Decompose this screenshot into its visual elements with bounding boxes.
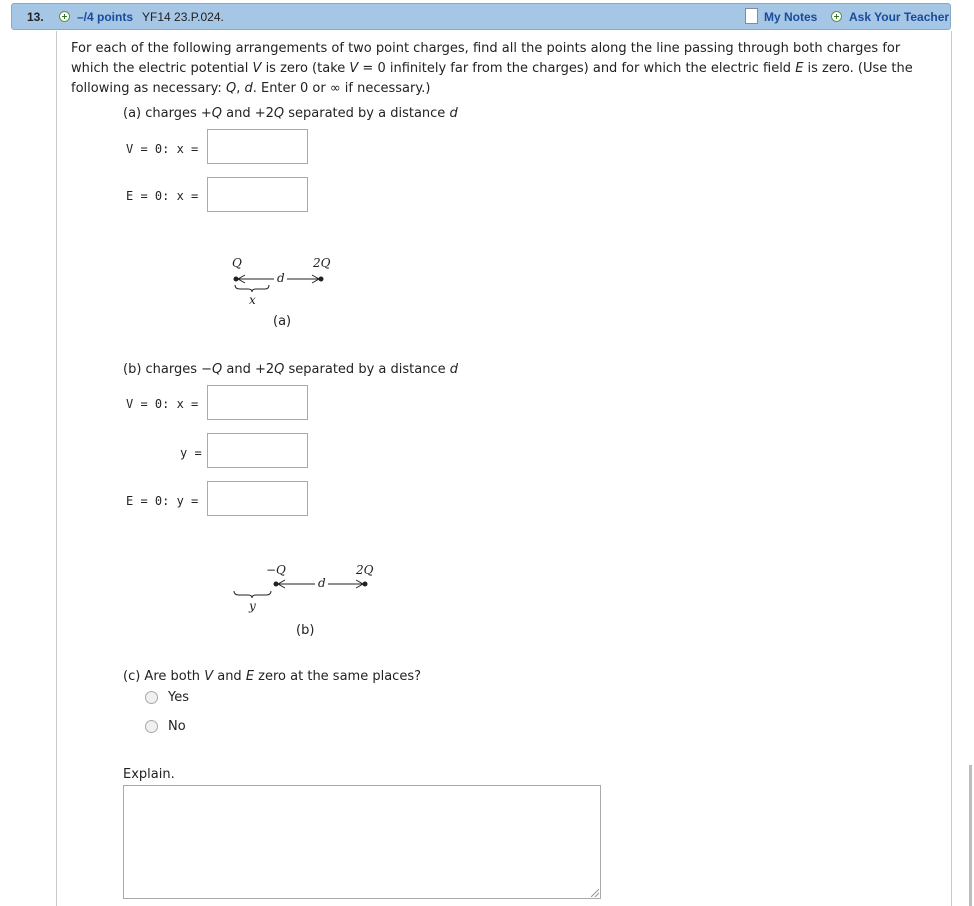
- fig-a-x-label: x: [249, 293, 256, 307]
- part-a-v-x-input[interactable]: [207, 129, 308, 164]
- part-b-v-y-input[interactable]: [207, 433, 308, 468]
- question-header: [11, 3, 951, 30]
- part-b-label: (b) charges −Q and +2Q separated by a distance d: [123, 362, 458, 377]
- part-a-label: (a) charges +Q and +2Q separated by a distance d: [123, 106, 458, 121]
- left-border: [56, 31, 57, 906]
- fig-b-y-label: y: [249, 599, 256, 613]
- fig-b-brace: [234, 591, 271, 598]
- explain-label: Explain.: [123, 767, 175, 782]
- fig-b-charge-2q: 2Q: [356, 563, 374, 577]
- option-yes-label: Yes: [168, 690, 189, 705]
- question-number: 13.: [27, 10, 44, 24]
- radio-no[interactable]: [145, 720, 158, 733]
- question-prompt: For each of the following arrangements of two point charges, find all the points along the line passing through both charges for which the electric potential V is zero (take V = 0 infinitely far from the charges) and for which the electric field E is zero. (Use the following as necessary: Q, d. Enter 0 or ∞ if necessary.): [71, 41, 913, 96]
- part-b-v-x-input[interactable]: [207, 385, 308, 420]
- part-a-e-x-input[interactable]: [207, 177, 308, 212]
- notes-checkbox[interactable]: [745, 8, 758, 24]
- my-notes-link[interactable]: My Notes: [764, 10, 818, 24]
- fig-a-charge-q: Q: [232, 256, 242, 270]
- right-border: [951, 31, 952, 906]
- fig-a-charge-2q: 2Q: [313, 256, 331, 270]
- option-no-label: No: [168, 719, 186, 734]
- part-a-v-row-label: V = 0: x =: [126, 142, 199, 156]
- resize-grip-icon[interactable]: [591, 889, 599, 897]
- figure-b-diagram: [230, 560, 390, 615]
- explain-textarea[interactable]: [123, 785, 601, 899]
- part-b-v-row-label: V = 0: x =: [126, 397, 199, 411]
- radio-yes[interactable]: [145, 691, 158, 704]
- figure-a-caption: (a): [273, 314, 292, 329]
- question-source: YF14 23.P.024.: [142, 10, 224, 24]
- fig-b-charge-minus-q: −Q: [266, 563, 286, 577]
- part-b-e-row-label: E = 0: y =: [126, 494, 199, 508]
- figure-a-diagram: [225, 255, 345, 310]
- ask-teacher-link[interactable]: Ask Your Teacher: [849, 10, 950, 24]
- part-b-v-y-row-label: y =: [180, 446, 202, 460]
- points-label: –/4 points: [77, 10, 134, 24]
- scrollbar-thumb[interactable]: [969, 765, 972, 906]
- fig-a-brace: [235, 285, 269, 292]
- part-c-question: (c) Are both V and E zero at the same places?: [123, 669, 421, 684]
- fig-a-distance-label: d: [277, 271, 285, 285]
- figure-b-caption: (b): [296, 623, 315, 638]
- ask-teacher-plus-icon[interactable]: [831, 11, 842, 22]
- part-a-e-row-label: E = 0: x =: [126, 189, 199, 203]
- part-b-e-y-input[interactable]: [207, 481, 308, 516]
- fig-b-distance-label: d: [318, 576, 326, 590]
- expand-plus-icon[interactable]: [59, 11, 70, 22]
